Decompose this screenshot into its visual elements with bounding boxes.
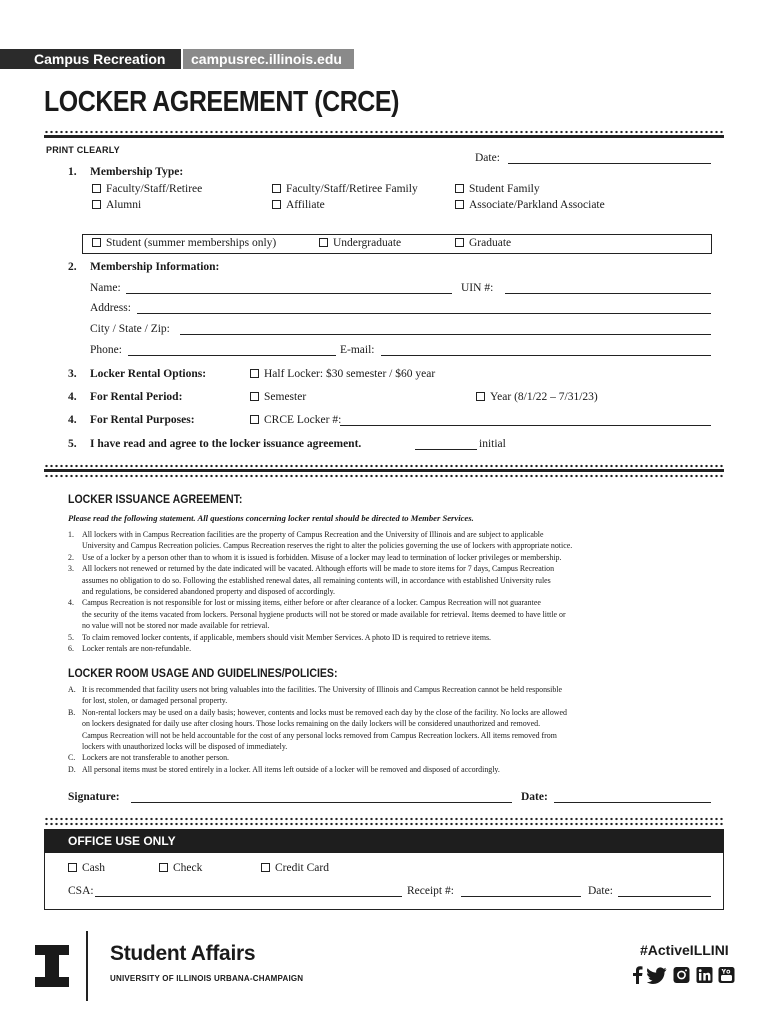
list-item-line: Campus Recreation is not responsible for lost or missing items, either before or after clearance of a locker. Campus Recreation will not guarantee: [82, 598, 541, 608]
rental-period-label: For Rental Period:: [90, 391, 183, 403]
phone-label: Phone:: [90, 344, 122, 356]
address-label: Address:: [90, 302, 131, 314]
divider: [44, 464, 724, 468]
option-student-summer[interactable]: [92, 237, 276, 249]
list-item-number: 6.: [68, 644, 74, 654]
option-label: Associate/Parkland Associate: [469, 199, 605, 211]
email-label: E-mail:: [340, 344, 375, 356]
list-item-number: 1.: [68, 530, 74, 539]
list-item-text: [82, 684, 562, 707]
option-associate-parkland[interactable]: [455, 199, 605, 211]
print-clearly-note: PRINT CLEARLY: [46, 145, 120, 155]
section-number: 5.: [68, 438, 77, 450]
list-item-line: lockers with unauthorized locks will be disposed of immediately.: [82, 742, 288, 752]
checkbox[interactable]: [272, 184, 281, 193]
section-number: 1.: [68, 166, 77, 178]
list-item-line: assumes no obligation to do so. Following the established renewal dates, all remaining contents will, in accordance with established University rules: [82, 575, 551, 585]
list-item-line: on lockers designated for daily use after closing hours. Those locks remaining on the daily lockers will be considered unauthorized and removed.: [82, 719, 541, 729]
list-item-line: Locker rentals are non-refundable.: [82, 644, 192, 654]
option-year[interactable]: [476, 391, 598, 403]
option-faculty-staff-retiree-family[interactable]: [272, 183, 418, 195]
receipt-field[interactable]: [461, 896, 581, 897]
date-label: Date:: [475, 152, 500, 164]
section-number: 4.: [68, 414, 77, 426]
list-item-line: no value will not be stored nor made available for retrieval.: [82, 621, 270, 631]
email-field[interactable]: [381, 355, 711, 356]
list-item-number: 5.: [68, 632, 74, 642]
list-item-line: Lockers are not transferable to another person.: [82, 753, 230, 763]
list-item-line: Use of a locker by a person other than to whom it is issued is forbidden. Misuse of a locker may lead to termination of locker privileges or membership.: [82, 552, 562, 562]
option-cash[interactable]: [68, 862, 105, 874]
list-item: [68, 764, 688, 775]
membership-info-label: Membership Information:: [90, 261, 220, 273]
section-number: 4.: [68, 391, 77, 403]
issuance-intro: Please read the following statement. All questions concerning locker rental should be directed to Member Services.: [68, 513, 474, 523]
checkbox[interactable]: [92, 238, 101, 247]
uin-field[interactable]: [505, 293, 711, 294]
option-semester[interactable]: [250, 391, 306, 403]
illinois-block-i-logo: [35, 945, 69, 987]
list-item-text: [82, 707, 567, 753]
checkbox[interactable]: [250, 392, 259, 401]
option-label: Graduate: [469, 237, 512, 249]
checkbox[interactable]: [92, 184, 101, 193]
checkbox[interactable]: [455, 184, 464, 193]
list-item-line: All personal items must be stored entirely in a locker. All items left outside of a locker will be removed and disposed of accordingly.: [82, 764, 500, 774]
list-item: [68, 752, 688, 763]
list-item-number: C.: [68, 753, 76, 763]
page-title: LOCKER AGREEMENT (CRCE): [44, 86, 399, 118]
banner-website[interactable]: campusrec.illinois.edu: [183, 49, 354, 69]
list-item: [68, 707, 688, 753]
checkbox[interactable]: [476, 392, 485, 401]
option-label: Student Family: [469, 183, 540, 195]
list-item-number: B.: [68, 707, 76, 717]
list-item-line: and regulations, be considered abandoned property and disposed of accordingly.: [82, 587, 336, 597]
section-number: 2.: [68, 261, 77, 273]
option-alumni[interactable]: [92, 199, 141, 211]
option-faculty-staff-retiree[interactable]: [92, 183, 202, 195]
option-label: Year (8/1/22 – 7/31/23): [490, 391, 598, 403]
option-label: Student (summer memberships only): [106, 237, 277, 249]
list-item-text: [82, 529, 572, 552]
option-label: Faculty/Staff/Retiree Family: [286, 183, 418, 195]
checkbox[interactable]: [319, 238, 328, 247]
rental-options-label: Locker Rental Options:: [90, 368, 207, 380]
list-item-text: [82, 552, 561, 563]
list-item: [68, 684, 688, 707]
instagram-icon[interactable]: [673, 966, 690, 984]
office-date-field[interactable]: [618, 896, 711, 897]
signature-field[interactable]: [131, 802, 512, 803]
address-field[interactable]: [137, 313, 711, 314]
guidelines-heading: LOCKER ROOM USAGE AND GUIDELINES/POLICIES:: [68, 666, 338, 680]
option-half-locker[interactable]: [250, 368, 435, 380]
checkbox[interactable]: [159, 863, 168, 872]
option-label: Semester: [264, 391, 307, 403]
csa-label: CSA:: [68, 885, 94, 897]
list-item-number: 3.: [68, 564, 74, 574]
list-item-text: [82, 643, 191, 654]
list-item-line: All lockers with in Campus Recreation facilities are the property of Campus Recreation and the University of Illinois and are subject to applicable: [82, 530, 544, 539]
name-label: Name:: [90, 282, 121, 294]
list-item-line: University and Campus Recreation policies. Campus Recreation reserves the right to alter the policies governing the use of lockers with appropriate notice.: [82, 541, 573, 551]
list-item-line: Campus Recreation will not be held accountable for the cost of any personal locks removed from Campus Recreation lockers. All items removed from: [82, 730, 557, 740]
option-label: Check: [173, 862, 203, 874]
option-graduate[interactable]: [455, 237, 511, 249]
list-item: [68, 597, 688, 631]
list-item: [68, 643, 688, 654]
office-use-heading: OFFICE USE ONLY: [44, 829, 724, 853]
list-item-text: [82, 632, 491, 643]
list-item-line: All lockers not renewed or returned by the date indicated will be vacated. Although efforts will be made to store items for 7 days, Campus Recreation: [82, 564, 555, 574]
city-state-zip-field[interactable]: [180, 334, 711, 335]
divider: [44, 822, 724, 826]
banner-campus-recreation: Campus Recreation: [0, 49, 181, 69]
city-state-zip-label: City / State / Zip:: [90, 323, 170, 335]
office-date-label: Date:: [588, 885, 613, 897]
footer-divider: [86, 931, 88, 1001]
date-field[interactable]: [508, 163, 711, 164]
receipt-label: Receipt #:: [407, 885, 454, 897]
option-undergraduate[interactable]: [319, 237, 401, 249]
youtube-icon[interactable]: [718, 966, 735, 984]
list-item-text: [82, 752, 229, 763]
list-item-line: It is recommended that facility users not bring valuables into the facilities. The University of Illinois and Campus Recreation cannot be held responsible: [82, 685, 562, 694]
signature-date-label: Date:: [521, 791, 548, 803]
list-item: [68, 552, 688, 563]
option-affiliate[interactable]: [272, 199, 325, 211]
issuance-heading: LOCKER ISSUANCE AGREEMENT:: [68, 492, 243, 506]
list-item-line: for lost, stolen, or damaged personal property.: [82, 696, 228, 706]
list-item: [68, 529, 688, 552]
option-label: Affiliate: [286, 199, 325, 211]
list-item-number: A.: [68, 685, 76, 694]
checkbox[interactable]: [261, 863, 270, 872]
option-student-family[interactable]: [455, 183, 540, 195]
option-credit-card[interactable]: [261, 862, 329, 874]
option-label: Undergraduate: [333, 237, 402, 249]
list-item-text: [82, 563, 554, 597]
student-affairs-subtitle: UNIVERSITY OF ILLINOIS URBANA-CHAMPAIGN: [110, 974, 304, 983]
list-item-number: D.: [68, 764, 76, 774]
section-number: 3.: [68, 368, 77, 380]
name-field[interactable]: [126, 293, 452, 294]
divider: [44, 474, 724, 478]
list-item-line: the security of the items vacated from lockers. Personal hygiene products will not be stored or made available for retrieval. Items deemed to have little or: [82, 609, 566, 619]
checkbox[interactable]: [68, 863, 77, 872]
issuance-list: [68, 529, 688, 654]
list-item-line: Non-rental lockers may be used on a daily basis; however, contents and locks must be removed each day by the close of the facility. No locks are allowed: [82, 707, 567, 717]
checkbox[interactable]: [92, 200, 101, 209]
student-affairs-title: Student Affairs: [110, 942, 256, 965]
guidelines-list: [68, 684, 688, 775]
initial-label: initial: [479, 438, 506, 450]
list-item-text: [82, 764, 500, 775]
option-check[interactable]: [159, 862, 202, 874]
divider: [44, 130, 724, 134]
option-label: Cash: [82, 862, 105, 874]
signature-date-field[interactable]: [554, 802, 711, 803]
checkbox[interactable]: [250, 415, 259, 424]
membership-type-label: Membership Type:: [90, 166, 184, 178]
checkbox[interactable]: [250, 369, 259, 378]
option-label: Alumni: [106, 199, 142, 211]
option-label: CRCE Locker #:: [264, 414, 342, 426]
divider: [44, 135, 724, 138]
option-label: Credit Card: [275, 862, 329, 874]
option-label: Faculty/Staff/Retiree: [106, 183, 203, 195]
checkbox[interactable]: [272, 200, 281, 209]
list-item-text: [82, 597, 566, 631]
signature-label: Signature:: [68, 791, 120, 803]
list-item-line: To claim removed locker contents, if applicable, members should visit Member Services. A photo ID is required to retrieve items.: [82, 632, 491, 642]
hashtag: #ActiveILLINI: [640, 942, 729, 958]
option-label: Half Locker: $30 semester / $60 year: [264, 368, 436, 380]
option-crce-locker[interactable]: [250, 414, 341, 426]
checkbox[interactable]: [455, 200, 464, 209]
csa-field[interactable]: [95, 896, 402, 897]
divider: [44, 817, 724, 821]
checkbox[interactable]: [455, 238, 464, 247]
crce-locker-number-field[interactable]: [340, 425, 711, 426]
initial-field[interactable]: [415, 449, 477, 450]
phone-field[interactable]: [128, 355, 336, 356]
facebook-icon[interactable]: [632, 966, 643, 984]
list-item-number: 4.: [68, 598, 74, 608]
divider: [44, 469, 724, 472]
office-use-box: [44, 853, 724, 910]
list-item: [68, 563, 688, 597]
uin-label: UIN #:: [461, 282, 494, 294]
agreement-statement: I have read and agree to the locker issuance agreement.: [90, 438, 362, 450]
twitter-icon[interactable]: [647, 966, 667, 984]
list-item-number: 2.: [68, 552, 74, 562]
linkedin-icon[interactable]: [696, 966, 713, 984]
rental-purposes-label: For Rental Purposes:: [90, 414, 195, 426]
list-item: [68, 632, 688, 643]
